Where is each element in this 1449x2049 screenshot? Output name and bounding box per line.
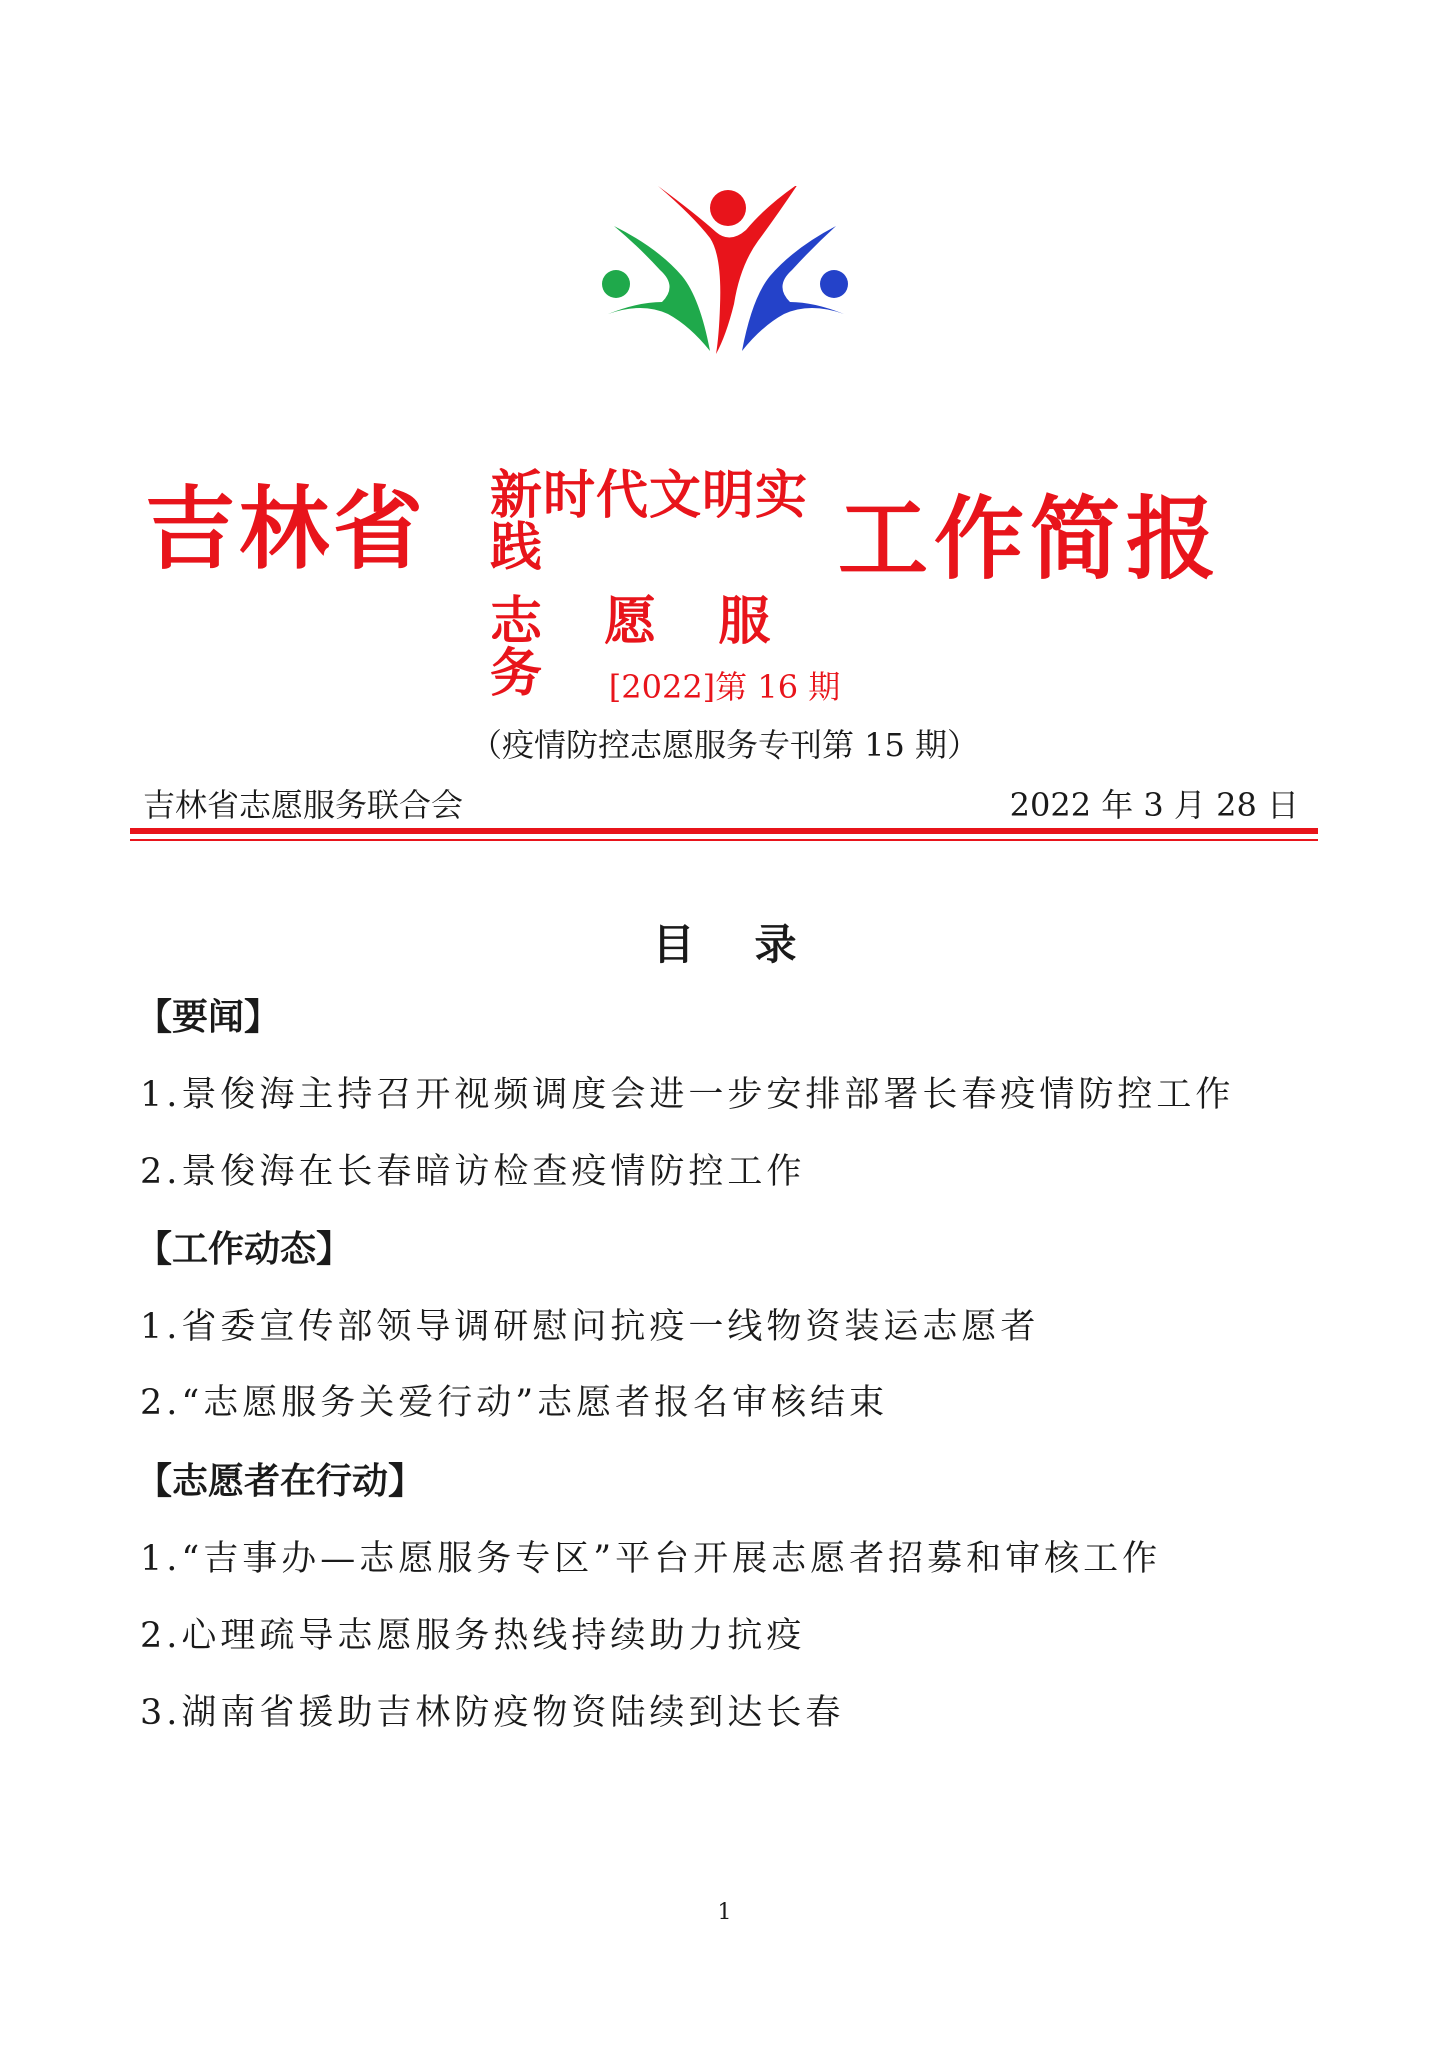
toc-item[interactable]: 2.景俊海在长春暗访检查疫情防控工作 [140,1152,806,1192]
toc-title: 目录 [652,920,857,969]
toc-section-heading: 【志愿者在行动】 [136,1461,425,1502]
toc-item[interactable]: 1.“吉事办—志愿服务专区”平台开展志愿者招募和审核工作 [140,1539,1162,1579]
masthead-subtitle-line1: 新时代文明实践 [490,466,809,578]
page-number: 1 [717,1900,732,1925]
toc-section-heading: 【要闻】 [136,997,281,1038]
toc-item[interactable]: 2.“志愿服务关爱行动”志愿者报名审核结束 [140,1383,889,1423]
header-divider-thin [130,839,1318,841]
toc-item[interactable]: 1.景俊海主持召开视频调度会进一步安排部署长春疫情防控工作 [140,1075,1235,1115]
toc-item[interactable]: 2.心理疏导志愿服务热线持续助力抗疫 [140,1616,806,1656]
publish-date: 2022 年 3 月 28 日 [1009,786,1299,824]
volunteer-logo-icon [598,186,854,356]
masthead-subtitle-line2: 志 愿 服 务 [490,592,793,704]
masthead-title: 工作简报 [838,487,1222,592]
toc-item[interactable]: 1.省委宣传部领导调研慰问抗疫一线物资装运志愿者 [140,1307,1040,1347]
masthead-province: 吉林省 [145,477,427,582]
header-divider-thick [130,828,1318,834]
toc-item[interactable]: 3.湖南省援助吉林防疫物资陆续到达长春 [140,1693,845,1733]
toc-section-heading: 【工作动态】 [136,1229,353,1270]
publisher: 吉林省志愿服务联合会 [143,786,464,824]
issue-number: [2022]第 16 期 [608,668,841,706]
special-issue-note: （疫情防控志愿服务专刊第 15 期） [469,726,980,764]
